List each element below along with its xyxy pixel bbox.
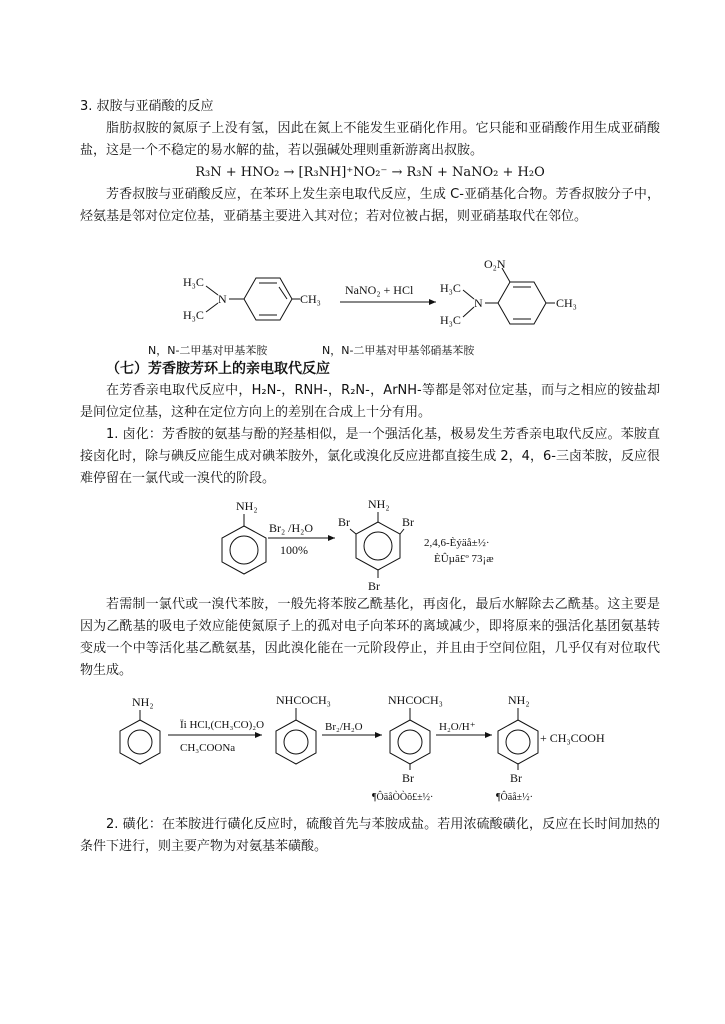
- nhcoch3-label: NHCOCH₃: [276, 693, 331, 707]
- section-7-paragraph-2: 1. 卤化：芳香胺的氨基与酚的羟基相似，是一个强活化基，极易发生芳香亲电取代反应。苯胺直接卤化时，除与碘反应能生成对碘苯胺外，氯化或溴化反应进都直接生成 2，4，6-三卤苯胺，反应很难停留在一氯代或一溴代的阶段。: [80, 427, 660, 486]
- aniline-structure: [120, 695, 160, 764]
- ch3-label: CH₃: [300, 292, 321, 306]
- ch3-label: CH₃: [556, 296, 577, 310]
- reagent-1-label: Ïi HCl,(CH₃CO)₂O: [180, 719, 265, 731]
- section-7: [80, 358, 660, 490]
- product-name: N，N-二甲基对甲基邻硝基苯胺: [322, 344, 475, 357]
- o2n-label: O₂N: [484, 257, 506, 271]
- h3c-label: H₃C: [440, 313, 461, 327]
- reaction-2-scheme: [0, 492, 725, 602]
- br-label: Br: [510, 771, 522, 785]
- reagent-2-label: Br₂/H₂O: [325, 721, 363, 733]
- acetanilide-structure: [276, 693, 331, 764]
- section-2-paragraph-1: 2. 磺化：在苯胺进行磺化反应时，硫酸首先与苯胺成盐。若用浓硫酸磺化，反应在长时间加热的条件下进行，则主要产物为对氨基苯磺酸。: [80, 817, 660, 854]
- section-7-paragraph-1: 在芳香亲电取代反应中，H₂N-，RNH-，R₂N-，ArNH-等都是邻对位定基，而与之相应的铵盐却是间位定位基，这种在定位方向上的差别在合成上十分有用。: [80, 383, 660, 420]
- product-name: ¶Ôäå±½·: [496, 792, 533, 803]
- nhcoch3-label: NHCOCH₃: [388, 693, 443, 707]
- yield-label: 100%: [280, 543, 308, 557]
- section-3-title: 3. 叔胺与亚硝酸的反应: [80, 99, 214, 114]
- section-7-continued: [80, 594, 660, 682]
- n-label: N: [474, 296, 483, 310]
- section-2: [80, 814, 660, 858]
- h3c-label: H₃C: [183, 275, 204, 289]
- section-7-heading: （七）芳香胺芳环上的亲电取代反应: [106, 361, 330, 377]
- reaction-1-scheme: [0, 252, 725, 352]
- n-label: N: [218, 292, 227, 306]
- br-label: Br: [338, 515, 350, 529]
- reagent-3-label: H₂O/H⁺: [439, 721, 476, 733]
- nitro-product-structure: [440, 257, 577, 327]
- nh2-label: NH₂: [236, 499, 258, 513]
- h3c-label: H₃C: [183, 308, 204, 322]
- section-7-paragraph-3: 若需制一氯代或一溴代苯胺，一般先将苯胺乙酰基化，再卤化，最后水解除去乙酰基。这主要是因为乙酰基的吸电子效应能使氮原子上的孤对电子向苯环的离域减少，即将原来的强活化基团氨基转变成一个中等活化基乙酰氨基，因此溴化能在一元阶段停止，并且由于空间位阻，几乎仅有对位取代物生成。: [80, 597, 660, 678]
- nh2-label: NH₂: [132, 695, 154, 709]
- reaction-3-scheme: [0, 688, 725, 808]
- br-label: Br: [368, 579, 380, 593]
- product-note-line-2: ÈÛµã£º 73¡æ: [434, 553, 494, 565]
- bromoaniline-structure: [498, 693, 538, 785]
- br-label: Br: [402, 771, 414, 785]
- nh2-label: NH₂: [508, 693, 530, 707]
- tribromoaniline-structure: [338, 497, 414, 593]
- product-note-line-1: 2,4,6-Èýäå±½·: [424, 537, 490, 549]
- h3c-label: H₃C: [440, 281, 461, 295]
- reactant-name: N，N-二甲基对甲基苯胺: [148, 344, 268, 357]
- reagent-label: NaNO₂ + HCl: [345, 283, 414, 297]
- dimethyl-toluidine-structure: [183, 275, 321, 322]
- amine-equation: R₃N + HNO₂ → [R₃NH]⁺NO₂⁻ → R₃N + NaNO₂ + H₂O: [195, 165, 545, 180]
- section-3-paragraph-2: 芳香叔胺与亚硝酸反应，在苯环上发生亲电取代反应，生成 C-亚硝基化合物。芳香叔胺分子中，烃氨基是邻对位定位基，亚硝基主要进入其对位；若对位被占据，则亚硝基取代在邻位。: [80, 187, 660, 224]
- nh2-label: NH₂: [368, 497, 390, 511]
- bromoacetanilide-structure: [388, 693, 443, 785]
- intermediate-name: ¶ÔäåÒÒõ£±½·: [372, 792, 434, 803]
- br-label: Br: [402, 515, 414, 529]
- aniline-structure: [222, 499, 266, 574]
- section-3-paragraph-1: 脂肪叔胺的氮原子上没有氢，因此在氮上不能发生亚硝化作用。它只能和亚硝酸作用生成亚硝酸盐，这是一个不稳定的易水解的盐，若以强碱处理则重新游离出叔胺。: [80, 121, 660, 158]
- reagent-1b-label: CH₃COONa: [180, 742, 236, 754]
- byproduct-label: + CH₃COOH: [540, 731, 605, 745]
- section-3: [80, 96, 660, 228]
- reagent-label: Br₂ /H₂O: [269, 521, 314, 535]
